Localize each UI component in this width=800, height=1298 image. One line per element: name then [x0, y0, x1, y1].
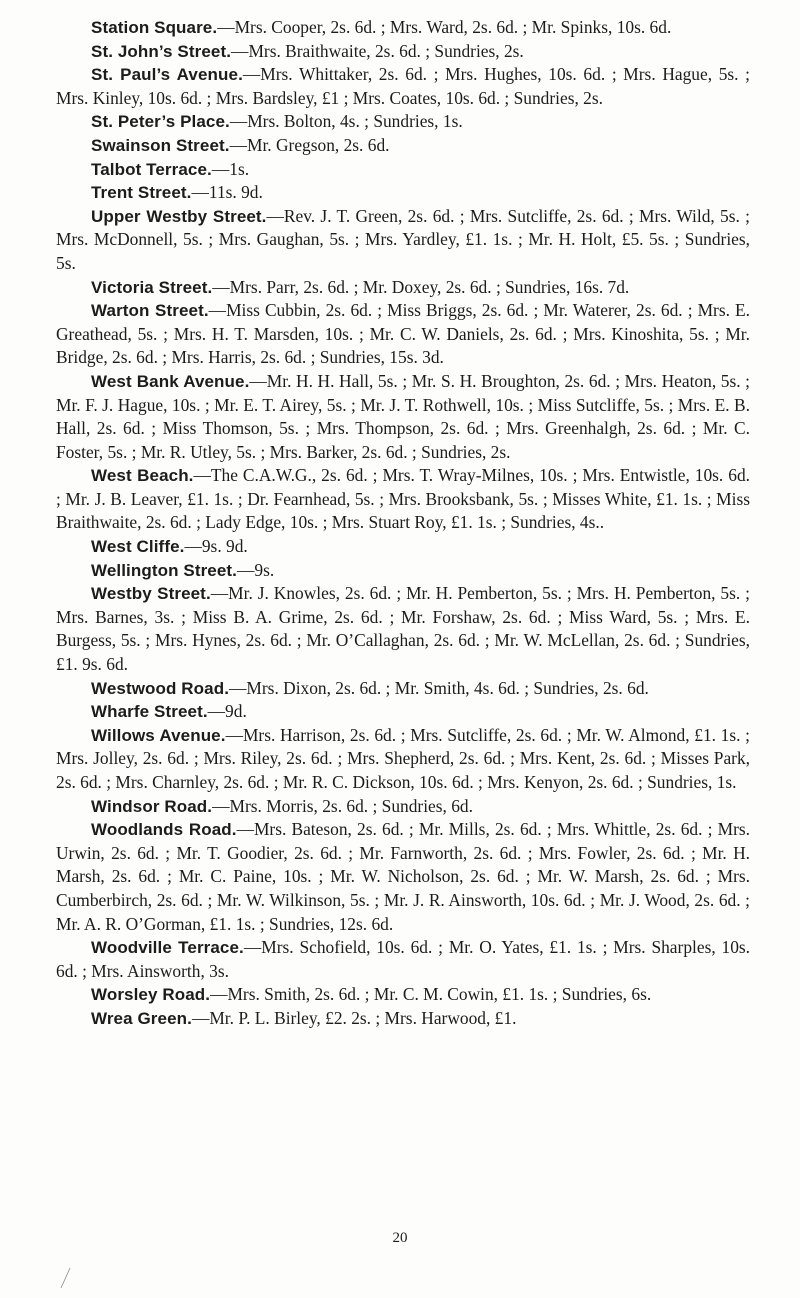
entry-text: —9s. 9d.	[184, 536, 248, 557]
street-name: Victoria Street.	[91, 277, 213, 297]
list-entry-wellington-street	[56, 559, 750, 583]
entry-text: —Mrs. Morris, 2s. 6d. ; Sundries, 6d.	[212, 795, 473, 816]
street-name: Warton Street.	[91, 301, 209, 321]
entry-text: —Miss Cubbin, 2s. 6d. ; Miss Briggs, 2s. 6d. ; Mr. Waterer, 2s. 6d. ; Mrs. E. Greathead, 5s. ; Mrs. H. T. Marsden, 10s. ; Mr. C. W. Daniels, 2s. 6d. ; Mrs. Kinoshita, 5s. ; Mr. Bridge, 2s. 6d. ; Mrs. Harris, 2s. 6d. ; Sundries, 15s. 3d.	[56, 300, 750, 368]
street-name: Worsley Road.	[91, 985, 211, 1005]
list-entry-st-pauls-avenue	[56, 63, 750, 110]
entry-text: —Mrs. Parr, 2s. 6d. ; Mr. Doxey, 2s. 6d. ; Sundries, 16s. 7d.	[212, 276, 630, 297]
list-entry-westby-street	[56, 582, 750, 676]
street-name: St. John’s Street.	[91, 41, 232, 61]
list-entry-westwood-road	[56, 677, 750, 701]
entry-text: —Mrs. Smith, 2s. 6d. ; Mr. C. M. Cowin, £1. 1s. ; Sundries, 6s.	[210, 984, 652, 1005]
list-entry-woodville-terrace	[56, 936, 750, 983]
list-entry-upper-westby-street	[56, 205, 750, 276]
street-name: West Bank Avenue.	[91, 371, 250, 391]
list-entry-talbot-terrace	[56, 158, 750, 182]
list-entry-wrea-green	[56, 1007, 750, 1031]
entry-text: —11s. 9d.	[191, 182, 263, 203]
street-name: Windsor Road.	[91, 796, 213, 816]
street-name: Westby Street.	[91, 584, 211, 604]
list-entry-west-beach	[56, 464, 750, 535]
street-name: Station Square.	[91, 18, 218, 37]
entry-text: —Mrs. Schofield, 10s. 6d. ; Mr. O. Yates, £1. 1s. ; Mrs. Sharples, 10s. 6d. ; Mrs. Ainsworth, 3s.	[56, 937, 751, 981]
entry-text: —Rev. J. T. Green, 2s. 6d. ; Mrs. Sutcliffe, 2s. 6d. ; Mrs. Wild, 5s. ; Mrs. McDonnell, 5s. ; Mrs. Gaughan, 5s. ; Mrs. Yardley, £1. 1s. ; Mr. H. Holt, £5. 5s. ; Sundries, 5s.	[56, 205, 750, 273]
street-name: Woodville Terrace.	[91, 938, 244, 958]
entry-text: —Mr. J. Knowles, 2s. 6d. ; Mr. H. Pemberton, 5s. ; Mrs. H. Pemberton, 5s. ; Mrs. Barnes, 3s. ; Miss B. A. Grime, 2s. 6d. ; Mr. Forshaw, 2s. 6d. ; Miss Ward, 5s. ; Mrs. E. Burgess, 5s. ; Mrs. Hynes, 2s. 6d. ; Mr. O’Callaghan, 2s. 6d. ; Mr. W. McLellan, 2s. 6d. ; Sundries, £1. 9s. 6d.	[56, 583, 750, 675]
street-name: Swainson Street.	[91, 135, 230, 155]
entry-text: —Mrs. Harrison, 2s. 6d. ; Mrs. Sutcliffe, 2s. 6d. ; Mr. W. Almond, £1. 1s. ; Mrs. Jolley, 2s. 6d. ; Mrs. Riley, 2s. 6d. ; Mrs. Shepherd, 2s. 6d. ; Mrs. Kent, 2s. 6d. ; Misses Park, 2s. 6d. ; Mrs. Charnley, 2s. 6d. ; Mr. R. C. Dickson, 10s. 6d. ; Mrs. Kenyon, 2s. 6d. ; Sundries, 1s.	[56, 724, 750, 792]
entry-text: —Mrs. Bateson, 2s. 6d. ; Mr. Mills, 2s. 6d. ; Mrs. Whittle, 2s. 6d. ; Mrs. Urwin, 2s. 6d. ; Mr. T. Goodier, 2s. 6d. ; Mr. Farnworth, 2s. 6d. ; Mrs. Fowler, 2s. 6d. ; Mr. H. Marsh, 2s. 6d. ; Mr. C. Paine, 10s. ; Mr. W. Nicholson, 2s. 6d. ; Mr. W. Marsh, 2s. 6d. ; Mrs. Cumberbirch, 2s. 6d. ; Mr. W. Wilkinson, 5s. ; Mr. J. R. Ainsworth, 10s. 6d. ; Mr. J. Wood, 2s. 6d. ; Mr. A. R. O’Gorman, £1. 1s. ; Sundries, 12s. 6d.	[56, 819, 750, 934]
list-entry-warton-street	[56, 299, 750, 370]
street-name: West Beach.	[91, 466, 194, 486]
list-entry-west-cliffe	[56, 535, 750, 559]
entry-text: —Mr. Gregson, 2s. 6d.	[229, 134, 390, 155]
street-name: Woodlands Road.	[91, 820, 237, 840]
entry-text: —Mrs. Whittaker, 2s. 6d. ; Mrs. Hughes, 10s. 6d. ; Mrs. Hague, 5s. ; Mrs. Kinley, 10s. 6d. ; Mrs. Bardsley, £1 ; Mrs. Coates, 10s. 6d. ; Sundries, 2s.	[56, 64, 750, 108]
entry-text: —Mr. P. L. Birley, £2. 2s. ; Mrs. Harwood, £1.	[191, 1007, 517, 1028]
list-entry-willows-avenue	[56, 724, 750, 795]
list-entry-west-bank-avenue	[56, 370, 750, 464]
list-entry-wharfe-street	[56, 700, 750, 724]
list-entry-trent-street	[56, 181, 750, 205]
list-entry-worsley-road	[56, 983, 750, 1007]
entry-text: —The C.A.W.G., 2s. 6d. ; Mrs. T. Wray-Milnes, 10s. ; Mrs. Entwistle, 10s. 6d. ; Mr. J. B. Leaver, £1. 1s. ; Dr. Fearnhead, 5s. ; Mrs. Brooksbank, 5s. ; Misses White, £1. 1s. ; Miss Braithwaite, 2s. 6d. ; Lady Edge, 10s. ; Mrs. Stuart Roy, £1. 1s. ; Sundries, 4s..	[56, 465, 750, 533]
entry-text: —1s.	[211, 158, 250, 179]
street-name: Talbot Terrace.	[91, 159, 212, 179]
street-name: St. Paul’s Avenue.	[91, 65, 243, 85]
entry-text: —Mrs. Dixon, 2s. 6d. ; Mr. Smith, 4s. 6d. ; Sundries, 2s. 6d.	[229, 677, 649, 698]
entry-text: —9d.	[207, 701, 247, 722]
street-name: Upper Westby Street.	[91, 206, 267, 226]
list-entry-swainson-street	[56, 134, 750, 158]
entry-text: —Mrs. Bolton, 4s. ; Sundries, 1s.	[229, 111, 463, 132]
list-entry-woodlands-road	[56, 818, 750, 936]
street-name: Wrea Green.	[91, 1008, 192, 1028]
list-entry-victoria-street	[56, 276, 750, 300]
entry-text: —Mrs. Braithwaite, 2s. 6d. ; Sundries, 2s.	[231, 40, 524, 61]
street-name: West Cliffe.	[91, 537, 185, 557]
page-number: 20	[392, 1230, 408, 1246]
list-entry-windsor-road	[56, 795, 750, 819]
subscription-list	[56, 16, 750, 1031]
entry-text: —Mr. H. H. Hall, 5s. ; Mr. S. H. Broughton, 2s. 6d. ; Mrs. Heaton, 5s. ; Mr. F. J. Hague, 10s. ; Mr. E. T. Airey, 5s. ; Mr. J. T. Rothwell, 10s. ; Miss Sutcliffe, 5s. ; Mrs. E. B. Hall, 2s. 6d. ; Miss Thomson, 5s. ; Mrs. Thompson, 2s. 6d. ; Mrs. Greenhalgh, 2s. 6d. ; Mr. C. Foster, 5s. ; Mr. R. Utley, 5s. ; Mrs. Barker, 2s. 6d. ; Sundries, 2s.	[56, 370, 751, 462]
list-entry-st-johns-street	[56, 40, 750, 64]
entry-text: —9s.	[237, 559, 275, 580]
list-entry-station-square	[56, 16, 750, 40]
street-name: Willows Avenue.	[91, 725, 226, 745]
list-entry-st-peters-place	[56, 110, 750, 134]
entry-text: —Mrs. Cooper, 2s. 6d. ; Mrs. Ward, 2s. 6d. ; Mr. Spinks, 10s. 6d.	[217, 17, 672, 37]
street-name: Wharfe Street.	[91, 702, 208, 722]
fold-mark	[58, 1266, 72, 1290]
street-name: St. Peter’s Place.	[91, 112, 230, 132]
street-name: Trent Street.	[91, 183, 192, 203]
street-name: Westwood Road.	[91, 678, 230, 698]
street-name: Wellington Street.	[91, 560, 237, 580]
